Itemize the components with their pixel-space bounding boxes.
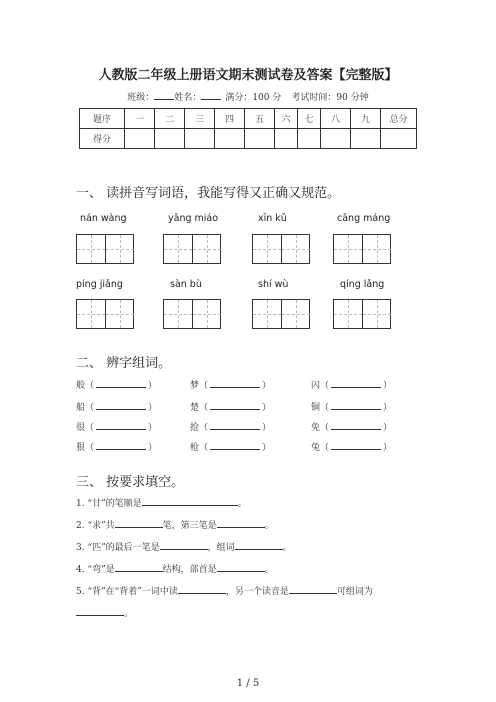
answer-blank[interactable]: [115, 518, 163, 528]
writing-grid[interactable]: [163, 234, 221, 264]
answer-blank[interactable]: [115, 562, 163, 572]
answer-blank[interactable]: [210, 420, 260, 430]
question-number: 1.: [76, 499, 85, 509]
score-header-cell: 八: [321, 109, 351, 129]
word-group-item: [76, 420, 157, 433]
close-paren: ）: [383, 423, 393, 433]
close-paren: ）: [383, 403, 393, 413]
score-cell[interactable]: [125, 129, 155, 149]
question-text: 。: [237, 499, 247, 509]
name-blank: [201, 91, 221, 100]
answer-blank[interactable]: [331, 400, 381, 410]
question-text: “求”共: [87, 521, 115, 531]
name-label: 姓名：: [174, 93, 202, 103]
word-group-item: [76, 378, 157, 391]
char-prompt: 般（: [76, 381, 95, 391]
class-label: 班级：: [127, 93, 155, 103]
score-label: 满分：100 分: [225, 93, 282, 103]
writing-grid[interactable]: [333, 299, 391, 329]
writing-grid[interactable]: [333, 234, 391, 264]
pinyin-label: cāng máng: [337, 213, 391, 224]
word-group-item: [76, 440, 157, 453]
score-header-cell: 题序: [80, 109, 125, 129]
question-text: 。: [264, 521, 274, 531]
writing-grid[interactable]: [76, 299, 134, 329]
close-paren: ）: [262, 423, 272, 433]
score-cell[interactable]: [245, 129, 275, 149]
answer-blank[interactable]: [96, 420, 146, 430]
question-5: [76, 584, 373, 597]
question-text: 结构，部首是: [162, 565, 217, 575]
answer-blank[interactable]: [178, 584, 226, 594]
writing-grid[interactable]: [163, 299, 221, 329]
question-number: 5.: [76, 587, 85, 597]
char-prompt: 狠（: [76, 443, 95, 453]
char-prompt: 枪（: [190, 443, 209, 453]
answer-blank[interactable]: [96, 440, 146, 450]
pinyin-label: píng jiǎng: [76, 279, 123, 290]
pinyin-label: qíng lǎng: [340, 279, 385, 290]
char-prompt: 抢（: [190, 423, 209, 433]
answer-blank[interactable]: [331, 440, 381, 450]
char-prompt: 船（: [76, 403, 95, 413]
char-prompt: 楚（: [190, 403, 209, 413]
word-group-item: [76, 400, 157, 413]
question-text: 。: [124, 609, 134, 619]
close-paren: ）: [383, 443, 393, 453]
char-prompt: 兔（: [311, 443, 330, 453]
score-row-label: 得分: [80, 129, 125, 149]
question-number: 3.: [76, 543, 85, 553]
score-table-header-row: [80, 109, 417, 129]
question-1: [76, 496, 247, 509]
answer-blank[interactable]: [235, 540, 283, 550]
score-header-cell: 五: [245, 109, 275, 129]
question-3: [76, 540, 292, 553]
char-prompt: 免（: [311, 423, 330, 433]
score-header-cell: 九: [351, 109, 381, 129]
pinyin-label: shí wù: [258, 279, 289, 290]
char-prompt: 铜（: [311, 403, 330, 413]
close-paren: ）: [148, 443, 158, 453]
close-paren: ）: [262, 381, 272, 391]
score-cell[interactable]: [351, 129, 381, 149]
answer-blank[interactable]: [76, 606, 124, 616]
question-text: 笔，第三笔是: [162, 521, 217, 531]
word-group-item: [311, 420, 392, 433]
answer-blank[interactable]: [331, 420, 381, 430]
question-text: 。: [282, 543, 292, 553]
question-text: “甘”的笔顺是: [87, 499, 142, 509]
question-text: 。: [264, 565, 274, 575]
close-paren: ）: [262, 403, 272, 413]
section1-heading: 一、 读拼音写词语，我能写得又正确又规范。: [76, 186, 341, 201]
score-header-cell: 四: [215, 109, 245, 129]
question-text: 可组词为: [336, 587, 373, 597]
score-header-cell: 一: [125, 109, 155, 129]
section2-heading: 二、 辨字组词。: [76, 356, 172, 371]
char-prompt: 闪（: [311, 381, 330, 391]
question-text: ，组词: [207, 543, 235, 553]
answer-blank[interactable]: [217, 562, 265, 572]
answer-blank[interactable]: [210, 400, 260, 410]
answer-blank[interactable]: [142, 496, 238, 506]
close-paren: ）: [383, 381, 393, 391]
word-group-item: [190, 440, 271, 453]
page-title: 人教版二年级上册语文期末测试卷及答案【完整版】: [98, 68, 398, 83]
score-cell[interactable]: [381, 129, 417, 149]
writing-grid[interactable]: [76, 234, 134, 264]
score-cell[interactable]: [321, 129, 351, 149]
score-cell[interactable]: [298, 129, 321, 149]
answer-blank[interactable]: [331, 378, 381, 388]
word-group-item: [311, 400, 392, 413]
word-group-item: [190, 378, 271, 391]
answer-blank[interactable]: [210, 440, 260, 450]
writing-grid[interactable]: [252, 299, 310, 329]
word-group-item: [311, 378, 392, 391]
score-header-cell: 七: [298, 109, 321, 129]
pinyin-label: nán wàng: [80, 213, 127, 224]
question-5-continued: [76, 606, 133, 619]
question-text: ，另一个读音是: [225, 587, 289, 597]
score-cell[interactable]: [215, 129, 245, 149]
section3-heading: 三、 按要求填空。: [76, 475, 185, 490]
close-paren: ）: [262, 443, 272, 453]
question-number: 4.: [76, 565, 85, 575]
question-2: [76, 518, 274, 531]
writing-grid[interactable]: [252, 234, 310, 264]
pinyin-label: yāng miáo: [168, 213, 219, 224]
class-blank: [154, 91, 174, 100]
score-table-score-row: [80, 129, 417, 149]
question-number: 2.: [76, 521, 85, 531]
question-text: “匹”的最后一笔是: [87, 543, 160, 553]
score-header-cell: 六: [275, 109, 298, 129]
page-number: 1 / 5: [236, 678, 260, 689]
exam-info-line: [0, 90, 496, 103]
char-prompt: 很（: [76, 423, 95, 433]
answer-blank[interactable]: [160, 540, 208, 550]
answer-blank[interactable]: [217, 518, 265, 528]
score-table: [79, 108, 417, 149]
close-paren: ）: [148, 381, 158, 391]
pinyin-label: sàn bù: [170, 279, 202, 290]
score-cell[interactable]: [185, 129, 215, 149]
answer-blank[interactable]: [96, 400, 146, 410]
score-header-cell: 总分: [381, 109, 417, 129]
word-group-item: [190, 400, 271, 413]
score-header-cell: 二: [155, 109, 185, 129]
question-text: “弯”是: [87, 565, 115, 575]
answer-blank[interactable]: [210, 378, 260, 388]
answer-blank[interactable]: [289, 584, 337, 594]
question-text: “背”在“背着”一词中读: [87, 587, 178, 597]
score-cell[interactable]: [275, 129, 298, 149]
answer-blank[interactable]: [96, 378, 146, 388]
close-paren: ）: [148, 423, 158, 433]
score-header-cell: 三: [185, 109, 215, 129]
word-group-item: [190, 420, 271, 433]
char-prompt: 梦（: [190, 381, 209, 391]
time-label: 考试时间：90 分钟: [291, 93, 369, 103]
word-group-item: [311, 440, 392, 453]
question-4: [76, 562, 274, 575]
pinyin-label: xīn kǔ: [258, 213, 287, 224]
score-cell[interactable]: [155, 129, 185, 149]
close-paren: ）: [148, 403, 158, 413]
